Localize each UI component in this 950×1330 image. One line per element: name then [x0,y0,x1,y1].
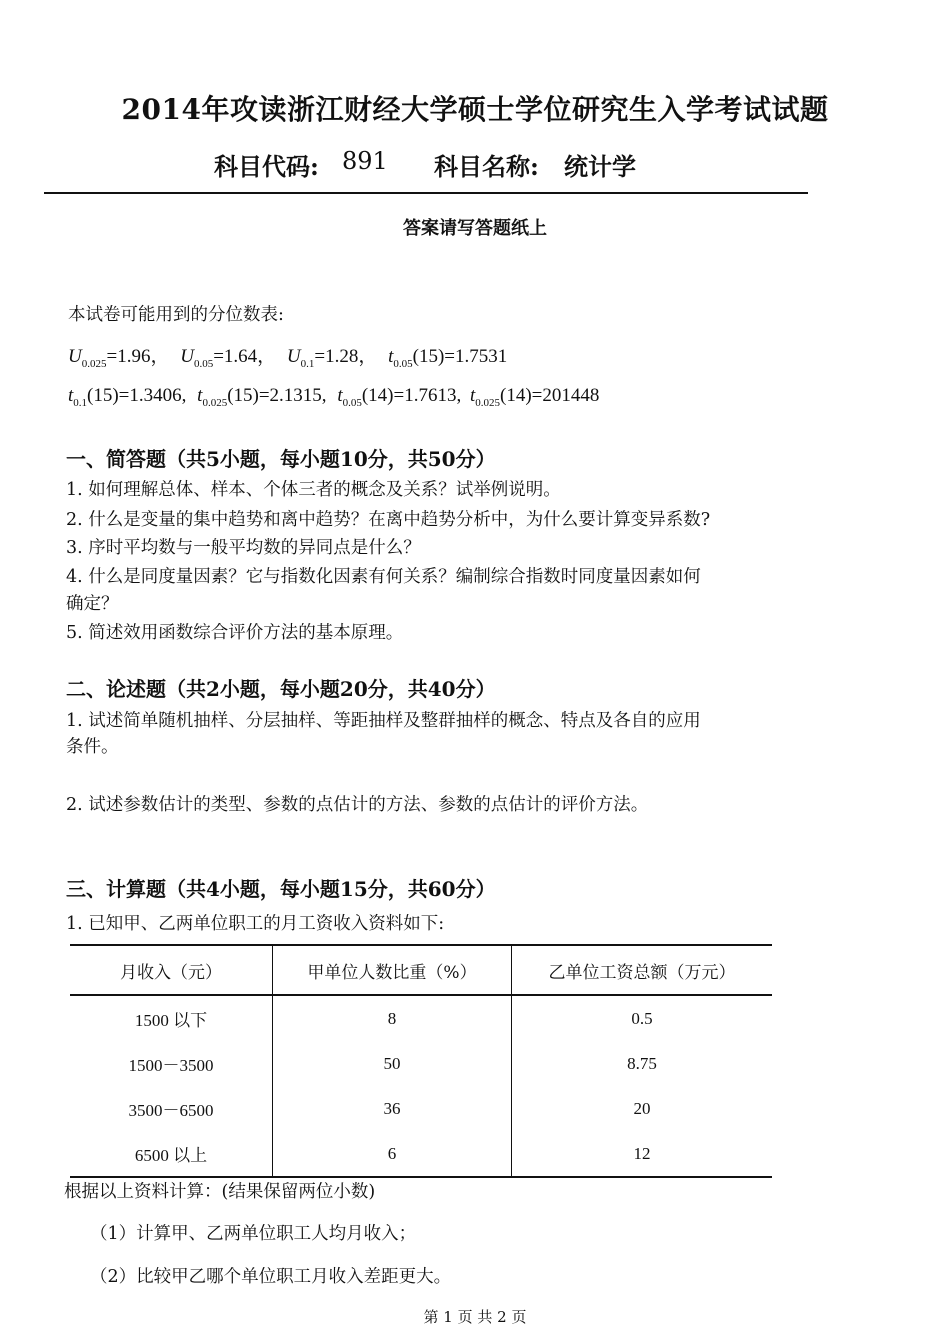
section-1-q2: 2. 什么是变量的集中趋势和离中趋势？在离中趋势分析中，为什么要计算变异系数? [66,510,711,530]
section-2-heading: 二、论述题（共2小题，每小题20分，共40分） [66,677,496,701]
quantile-u005: $U_{0.05}=1.64$， [180,346,277,370]
quantile-t005-14: $t_{0.05}(14)=1.7613$, [337,385,462,409]
subject-code: 891 [342,147,388,175]
cell-unit-a: 6 [273,1131,512,1177]
exam-title: 2014年攻读浙江财经大学硕士学位研究生入学考试试题 [121,93,829,126]
subject-code-label: 科目代码: [214,152,319,181]
subject-name: 统计学 [564,152,636,181]
cell-unit-a: 50 [273,1041,512,1086]
cell-unit-a: 8 [273,995,512,1041]
table-row [70,1131,772,1177]
section-3-instruction: 根据以上资料计算：(结果保留两位小数) [64,1182,376,1202]
quantile-t005-15: $t_{0.05}(15)=1.7531$ [388,346,508,370]
salary-table [70,944,772,1178]
col-header-unit-b-total: 乙单位工资总额（万元） [512,945,773,995]
col-header-income: 月收入（元） [70,945,273,995]
section-3-heading: 三、计算题（共4小题，每小题15分，共60分） [66,877,496,901]
cell-income: 3500－6500 [128,1101,214,1120]
section-1-q3: 3. 序时平均数与一般平均数的异同点是什么？ [66,538,421,558]
cell-income: 6500 以上 [70,1131,273,1177]
section-1-q4: 4. 什么是同度量因素？它与指数化因素有何关系？编制综合指数时同度量因素如何 [66,567,701,587]
cell-unit-a: 36 [273,1086,512,1131]
table-row [70,1041,772,1086]
page-number: 第 1 页 共 2 页 [423,1308,527,1326]
section-1-q4-cont: 确定？ [66,594,119,614]
section-3-q1: 1. 已知甲、乙两单位职工的月工资收入资料如下: [66,914,445,934]
cell-unit-b: 12 [512,1131,773,1177]
section-2-q2: 2. 试述参数估计的类型、参数的点估计的方法、参数的点估计的评价方法。 [66,795,649,815]
table-header-row [70,945,772,995]
subject-name-label: 科目名称: [434,152,539,181]
header-divider [44,192,808,194]
table-row [70,1086,772,1131]
section-2-q1-cont: 条件。 [66,737,119,757]
quantile-u0025: $U_{0.025}=1.96$， [68,346,170,370]
section-1-q5: 5. 简述效用函数综合评价方法的基本原理。 [66,623,404,643]
cell-unit-b: 8.75 [512,1041,773,1086]
quantile-t01-15: $t_{0.1}(15)=1.3406$, [68,385,187,409]
quantile-t0025-15: $t_{0.025}(15)=2.1315$, [197,385,327,409]
quantile-u01: $U_{0.1}=1.28$， [286,346,378,370]
quantile-t0025-14: $t_{0.025}(14)=201448$ [469,385,600,409]
section-3-sub1: （1）计算甲、乙两单位职工人均月收入； [90,1224,417,1244]
cell-unit-b: 0.5 [512,995,773,1041]
answer-notice: 答案请写答题纸上 [403,218,547,239]
section-2-q1: 1. 试述简单随机抽样、分层抽样、等距抽样及整群抽样的概念、特点及各自的应用 [66,711,701,731]
cell-income: 1500－3500 [128,1056,214,1075]
quantile-line-2 [68,385,599,409]
cell-income: 1500 以下 [134,1011,208,1030]
table-row [70,995,772,1041]
section-1-q1: 1. 如何理解总体、样本、个体三者的概念及关系？试举例说明。 [66,480,561,500]
section-1-heading: 一、简答题（共5小题，每小题10分，共50分） [66,447,496,471]
col-header-unit-a-share: 甲单位人数比重（%） [273,945,512,995]
quantile-line-1 [68,341,507,370]
cell-unit-b: 20 [512,1086,773,1131]
section-3-sub2: （2）比较甲乙哪个单位职工月收入差距更大。 [90,1267,452,1287]
quantile-intro: 本试卷可能用到的分位数表: [68,305,284,325]
